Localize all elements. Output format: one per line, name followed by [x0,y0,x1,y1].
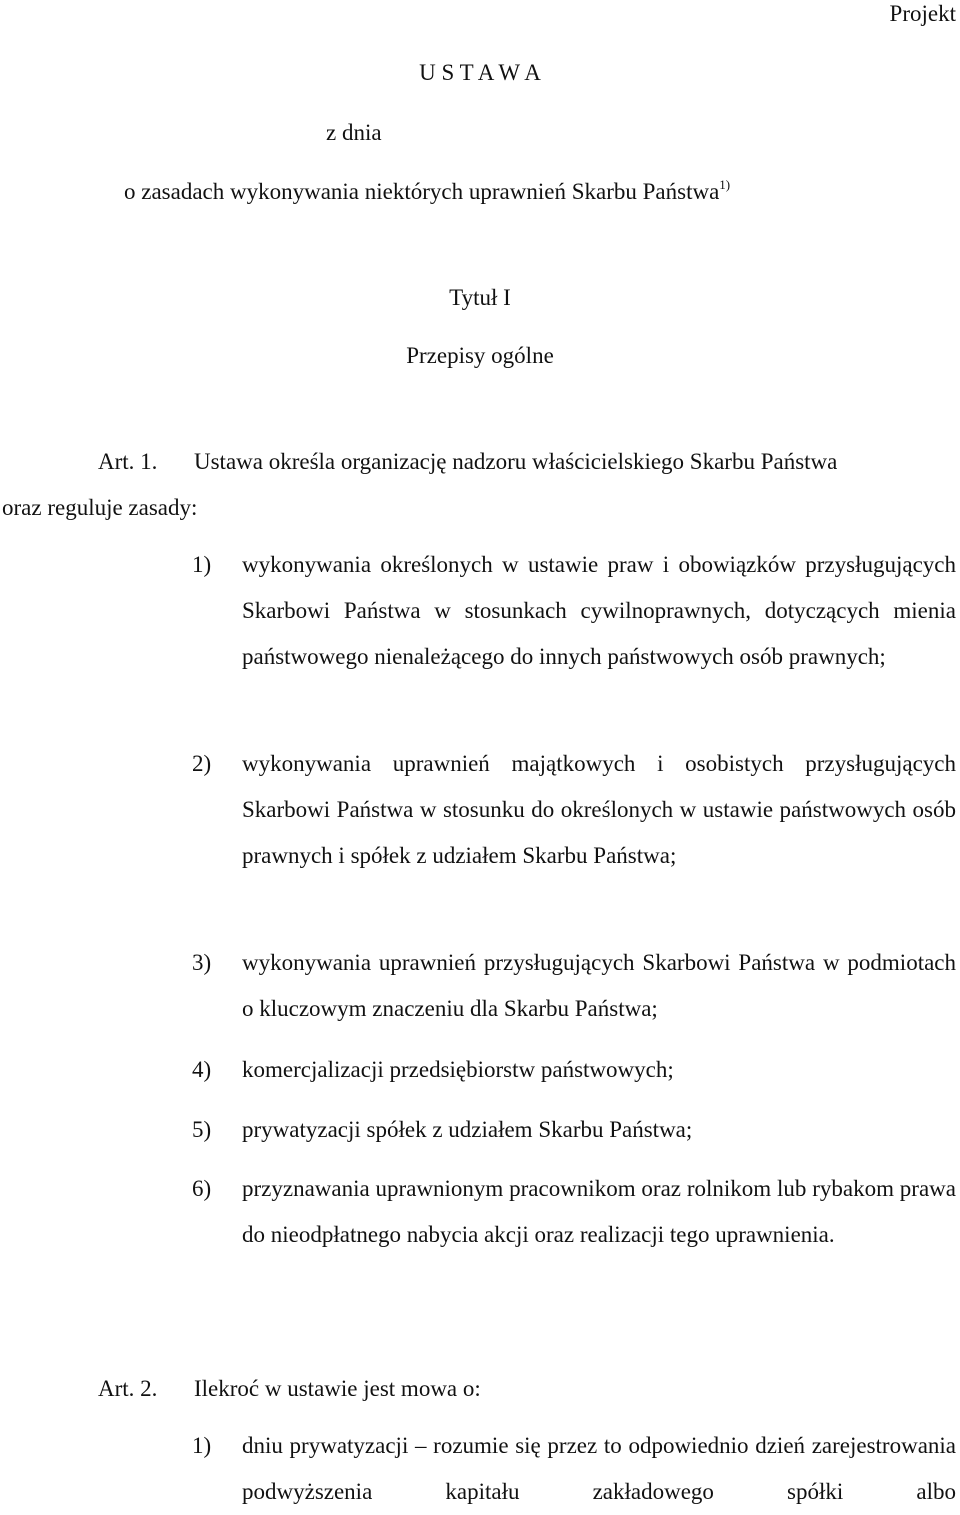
act-date: z dnia [326,120,382,145]
item-number: 2) [192,751,212,776]
act-subject [124,177,731,204]
item-text: prywatyzacji spółek z udziałem Skarbu Państwa; [242,1117,693,1142]
item-number: 6) [192,1176,212,1201]
document-stamp: Projekt [889,1,956,26]
article-2-intro: Ilekroć w ustawie jest mowa o: [194,1376,481,1401]
item-number: 1) [192,1433,212,1458]
item-text: komercjalizacji przedsiębiorstw państwowych; [242,1057,674,1082]
item-number: 3) [192,950,212,975]
item-text: wykonywania uprawnień przysługujących Skarbowi Państwa w podmiotach o kluczowym znaczeniu dla Skarbu Państwa; [242,950,956,1021]
item-number: 4) [192,1057,212,1082]
act-type-title: U S T A W A [419,60,541,85]
section-name: Tytuł I [449,285,511,310]
footnote-reference: 1) [719,177,731,192]
item-text: wykonywania określonych w ustawie praw i obowiązków przysługujących Skarbowi Państwa w stosunkach cywilnoprawnych, dotyczących mienia państwowego nienależącego do innych państwowych osób prawnych; [242,552,956,669]
item-number: 1) [192,552,212,577]
item-text: dniu prywatyzacji – rozumie się przez to odpowiednio dzień zarejestrowania podwyższenia kapitału zakładowego spółki albo [242,1433,956,1504]
item-text: wykonywania uprawnień majątkowych i osobistych przysługujących Skarbowi Państwa w stosunku do określonych w ustawie państwowych osób prawnych i spółek z udziałem Skarbu Państwa; [242,751,956,868]
act-subject-text: o zasadach wykonywania niektórych uprawnień Skarbu Państwa [124,179,720,204]
item-number: 5) [192,1117,212,1142]
article-1-intro-line-1: Ustawa określa organizację nadzoru właścicielskiego Skarbu Państwa [194,449,838,474]
item-text: przyznawania uprawnionym pracownikom oraz rolnikom lub rybakom prawa do nieodpłatnego nabycia akcji oraz realizacji tego uprawnienia. [242,1176,956,1247]
article-2-label: Art. 2. [98,1376,158,1401]
article-1-label: Art. 1. [98,449,158,474]
article-1-intro-line-2: oraz reguluje zasady: [2,495,198,520]
section-heading: Przepisy ogólne [406,343,554,368]
